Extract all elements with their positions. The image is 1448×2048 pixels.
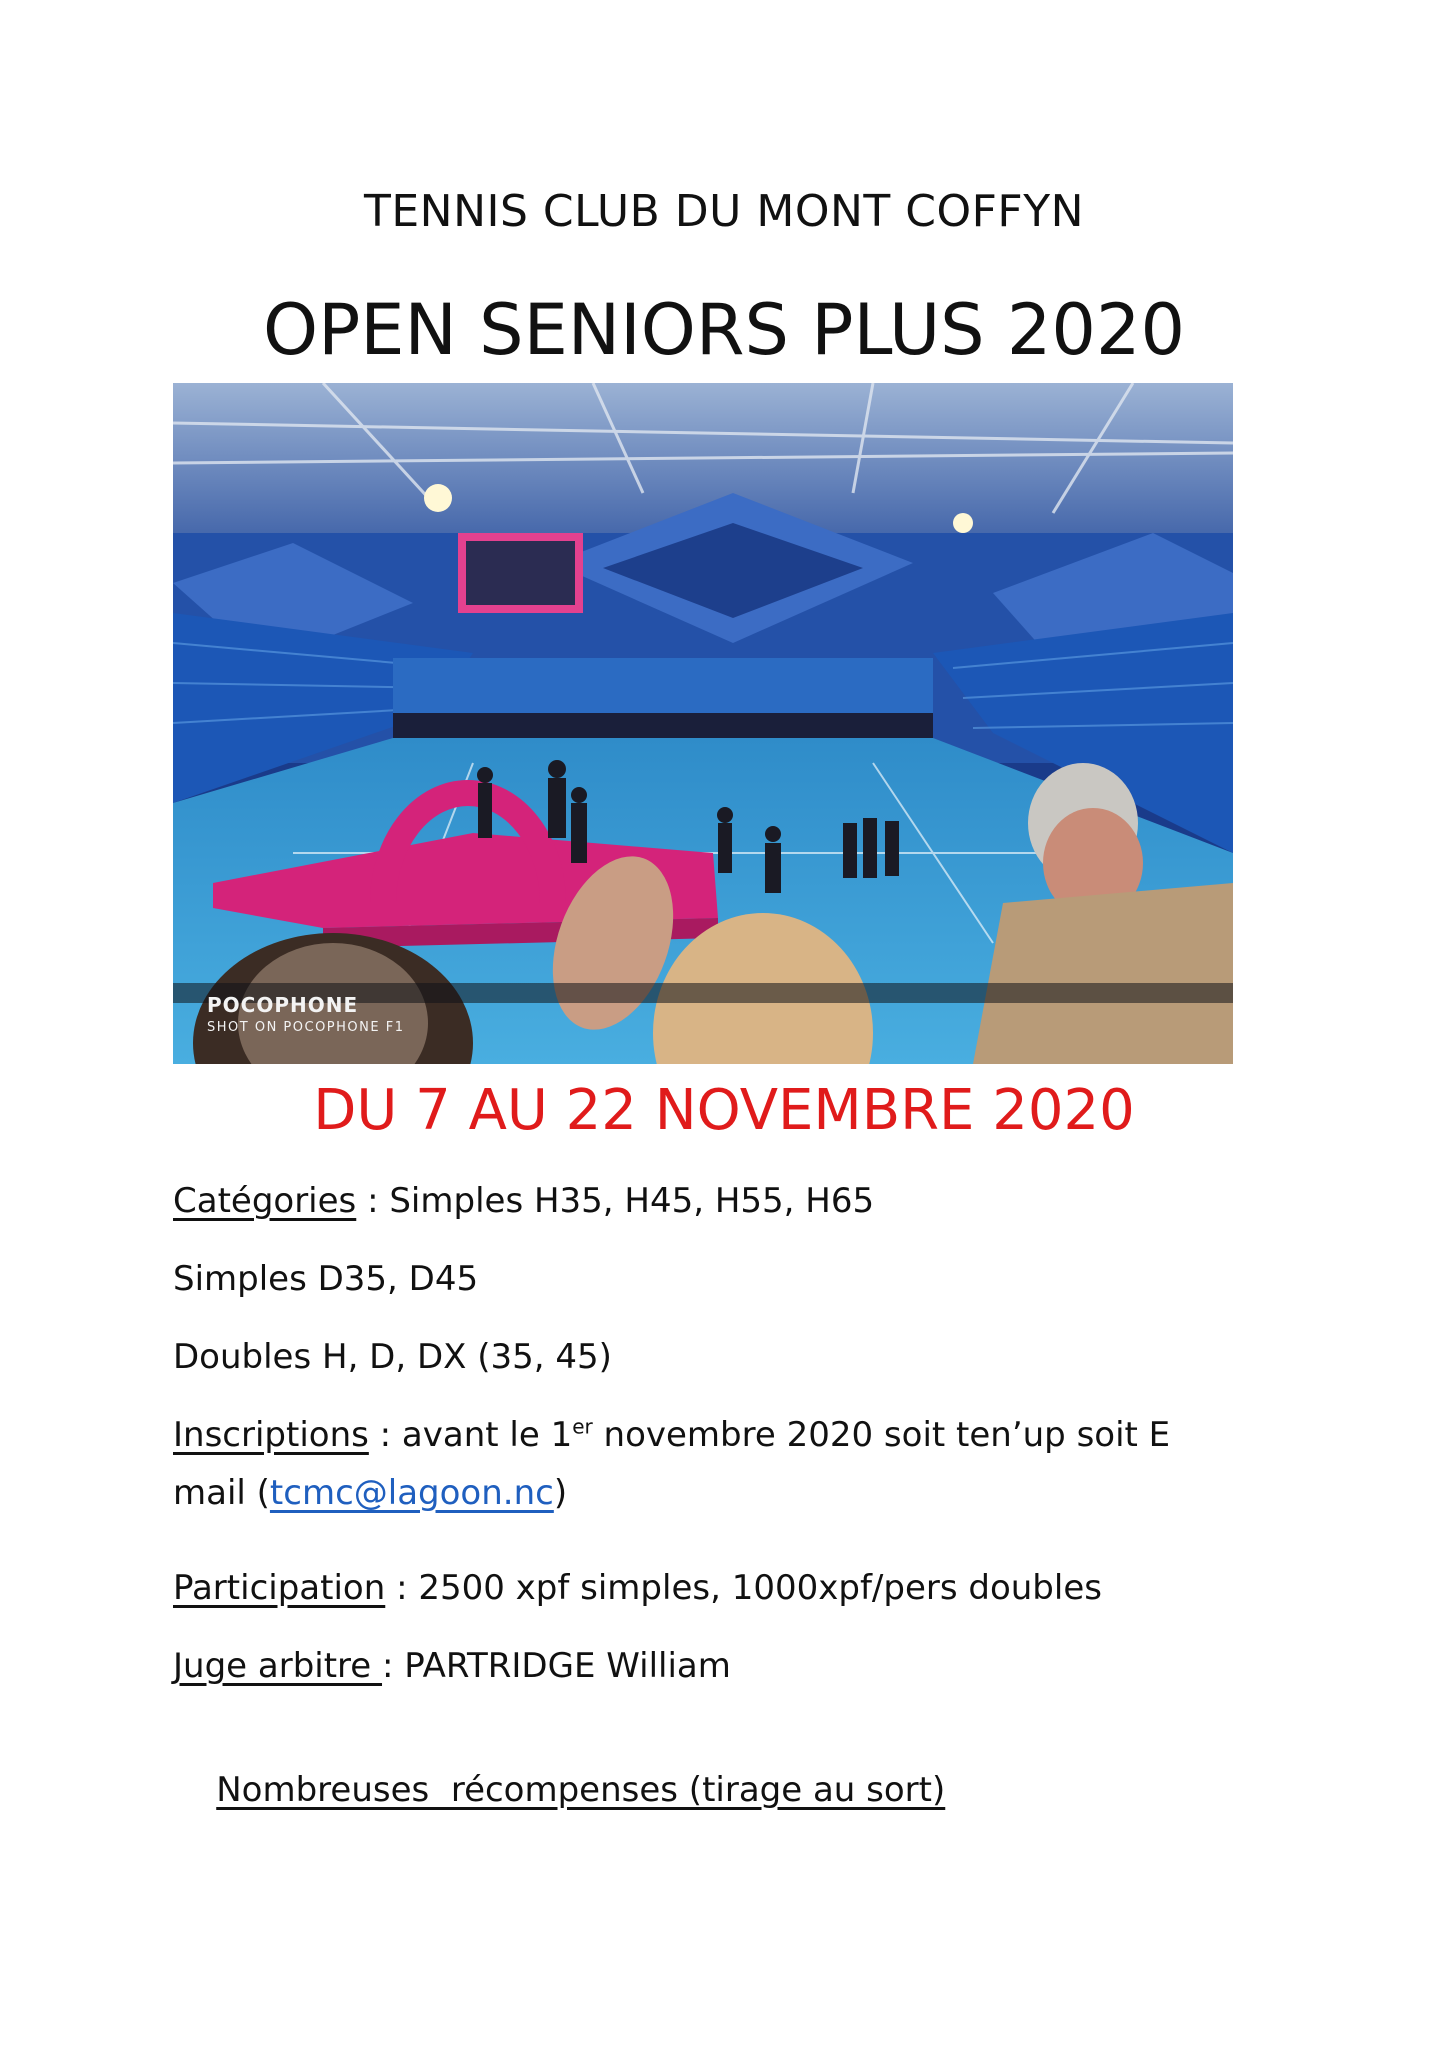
watermark-caption: SHOT ON POCOPHONE F1 bbox=[207, 1020, 405, 1035]
email-link[interactable]: tcmc@lagoon.nc bbox=[269, 1473, 554, 1513]
tennis-arena-photo bbox=[173, 383, 1233, 1064]
categories-value-2: Simples D35, D45 bbox=[173, 1259, 479, 1299]
categories-line-3 bbox=[173, 1334, 1263, 1380]
categories-separator: : bbox=[356, 1181, 390, 1221]
registrations-block bbox=[173, 1412, 1263, 1516]
registrations-text-before: : avant le 1 bbox=[368, 1415, 573, 1455]
registrations-line-2 bbox=[173, 1470, 1263, 1516]
categories-value-3: Doubles H, D, DX (35, 45) bbox=[173, 1337, 612, 1377]
referee-line bbox=[173, 1643, 1263, 1689]
categories-value-1: Simples H35, H45, H55, H65 bbox=[389, 1181, 875, 1221]
referee-text: : PARTRIDGE William bbox=[382, 1646, 731, 1686]
registrations-line-1 bbox=[173, 1412, 1263, 1458]
referee-label: Juge arbitre bbox=[173, 1646, 383, 1686]
categories-label: Catégories bbox=[173, 1181, 357, 1221]
participation-text: : 2500 xpf simples, 1000xpf/pers doubles bbox=[385, 1568, 1102, 1608]
watermark-brand: POCOPHONE bbox=[207, 993, 359, 1017]
photo-watermark bbox=[207, 993, 404, 1037]
arena-illustration bbox=[173, 383, 1233, 1064]
rewards-line bbox=[173, 1721, 1263, 1859]
registrations-line2-before: mail ( bbox=[173, 1473, 270, 1513]
club-name: TENNIS CLUB DU MONT COFFYN bbox=[363, 186, 1085, 237]
categories-line-2 bbox=[173, 1256, 1263, 1302]
event-title: OPEN SENIORS PLUS 2020 bbox=[262, 289, 1186, 371]
registrations-label: Inscriptions bbox=[173, 1415, 369, 1455]
event-dates: DU 7 AU 22 NOVEMBRE 2020 bbox=[313, 1078, 1135, 1143]
registrations-ordinal: er bbox=[572, 1414, 593, 1439]
participation-label: Participation bbox=[173, 1568, 386, 1608]
participation-line bbox=[173, 1565, 1263, 1611]
registrations-text-after: novembre 2020 soit ten’up soit E bbox=[592, 1415, 1171, 1455]
registrations-line2-after: ) bbox=[553, 1473, 568, 1513]
rewards-text: Nombreuses récompenses (tirage au sort) bbox=[216, 1770, 946, 1810]
categories-line-1 bbox=[173, 1178, 1263, 1224]
